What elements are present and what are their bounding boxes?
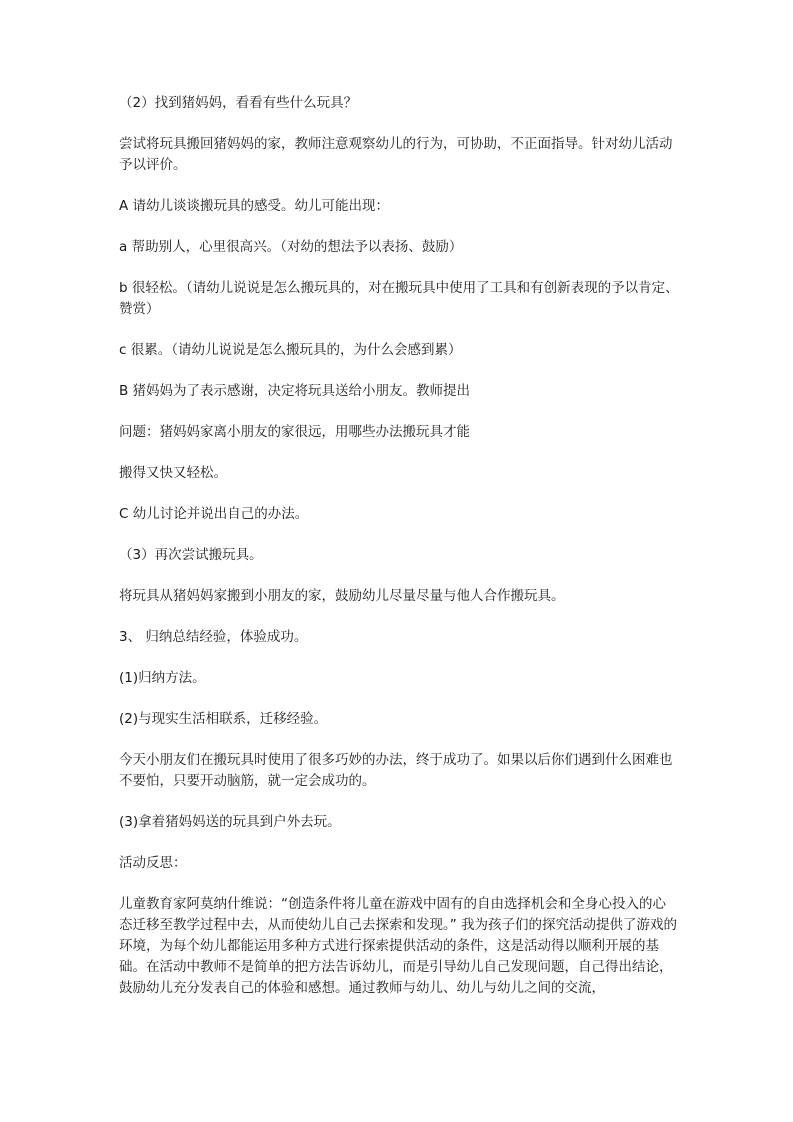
paragraph-c-tired: c 很累。（请幼儿说说是怎么搬玩具的，为什么会感到累）	[119, 342, 462, 358]
paragraph-a-feelings: A 请幼儿谈谈搬玩具的感受。幼儿可能出现：	[119, 198, 390, 214]
paragraph-reflection-heading: 活动反思：	[119, 855, 187, 871]
paragraph-question: 问题：猪妈妈家离小朋友的家很远，用哪些办法搬玩具才能	[119, 424, 470, 440]
paragraph-b-easy: b 很轻松。（请幼儿说说是怎么搬玩具的，对在搬玩具中使用了工具和有创新表现的予以肯定、赞赏）	[119, 280, 679, 317]
paragraph-carry-cooperate: 将玩具从猪妈妈家搬到小朋友的家，鼓励幼儿尽量尽量与他人合作搬玩具。	[119, 588, 565, 604]
paragraph-connect-life: (2)与现实生活相联系，迁移经验。	[119, 711, 328, 727]
paragraph-fast-easy: 搬得又快又轻松。	[119, 465, 227, 481]
paragraph-a-happy: a 帮助别人，心里很高兴。（对幼的想法予以表扬、鼓励）	[119, 239, 463, 255]
paragraph-today-success: 今天小朋友们在搬玩具时使用了很多巧妙的办法，终于成功了。如果以后你们遇到什么困难也不要怕，只要开动脑筋，就一定会成功的。	[119, 752, 673, 789]
paragraph-summarize-methods: (1)归纳方法。	[119, 670, 206, 686]
paragraph-summary-heading: 3、 归纳总结经验，体验成功。	[119, 629, 308, 645]
paragraph-play-outdoors: (3)拿着猪妈妈送的玩具到户外去玩。	[119, 814, 341, 830]
paragraph-reflection-body: 儿童教育家阿莫纳什维说：“创造条件将儿童在游戏中固有的自由选择机会和全身心投入的心态迁移至教学过程中去，从而使幼儿自己去探索和发现。” 我为孩子们的探究活动提供了游戏的环境，为每个幼儿都能运用多种方式进行探索提供活动的条件，这是活动得以顺利开展的基础。在活动中教师不是简单的把方法告诉幼儿，而是引导幼儿自己发现问题，自己得出结论，鼓励幼儿充分发表自己的体验和感想。通过教师与幼儿、幼儿与幼儿之间的交流，	[119, 896, 678, 996]
document-page	[119, 93, 679, 999]
paragraph-find-pig-mother: （2）找到猪妈妈，看看有些什么玩具？	[119, 95, 358, 111]
paragraph-c-discuss: C 幼儿讨论并说出自己的办法。	[119, 506, 309, 522]
paragraph-try-again: （3）再次尝试搬玩具。	[119, 547, 263, 563]
paragraph-try-carry-toys: 尝试将玩具搬回猪妈妈的家，教师注意观察幼儿的行为，可协助，不正面指导。针对幼儿活动予以评价。	[119, 136, 673, 173]
paragraph-b-thanks: B 猪妈妈为了表示感谢，决定将玩具送给小朋友。教师提出	[119, 383, 471, 399]
